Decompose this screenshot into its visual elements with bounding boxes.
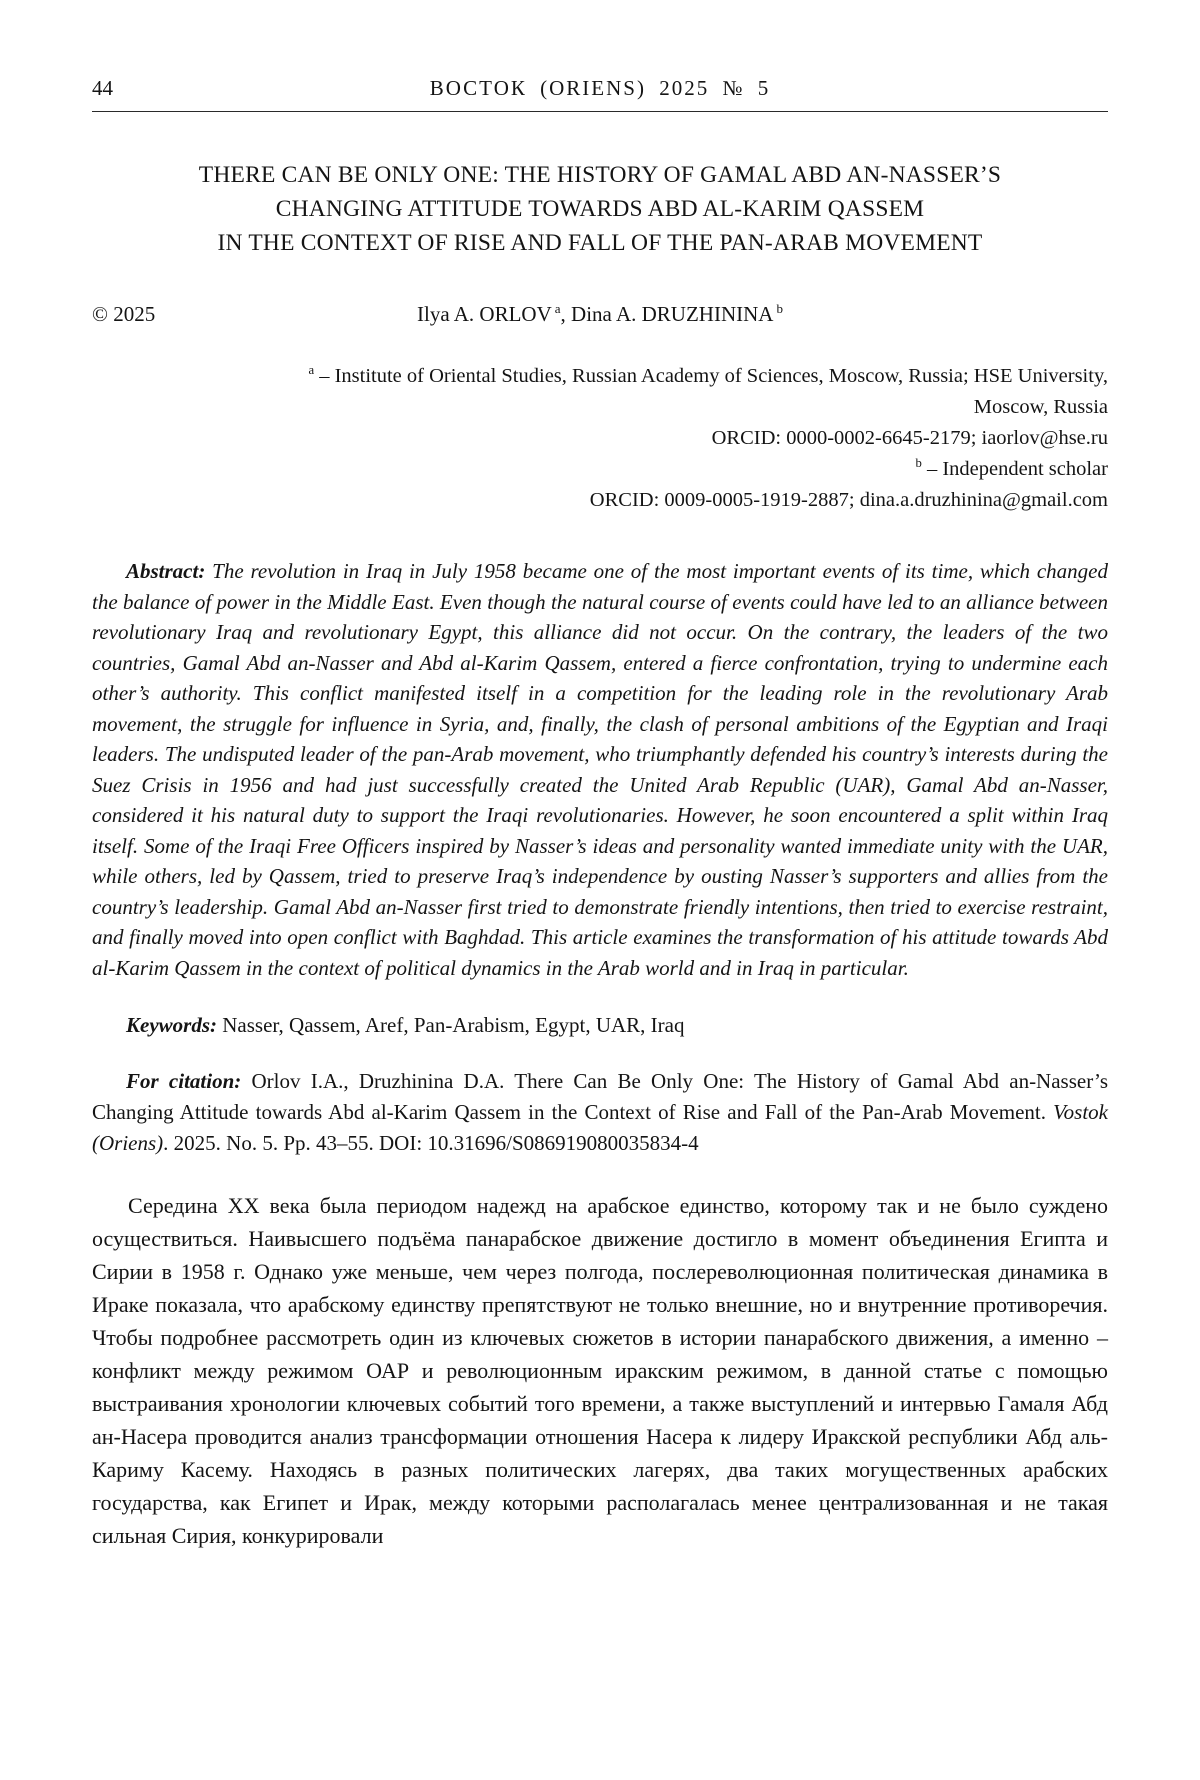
affiliation-mark: a — [308, 363, 315, 378]
copyright-year: © 2025 — [92, 302, 156, 326]
article-title-line: THERE CAN BE ONLY ONE: THE HISTORY OF GAMAL ABD AN-NASSER’S — [198, 162, 1002, 188]
citation-journal-name: Vostok (Oriens) — [92, 1100, 1108, 1155]
keywords-text: Nasser, Qassem, Aref, Pan-Arabism, Egypt, UAR, Iraq — [217, 1013, 685, 1037]
affiliation-text: – Independent scholar — [921, 458, 1108, 480]
author-name: Ilya A. ORLOV — [417, 302, 552, 326]
affiliation-line — [92, 485, 1108, 516]
citation-paragraph — [92, 1066, 1108, 1159]
affiliation-line — [92, 423, 1108, 454]
abstract-paragraph — [92, 556, 1108, 983]
affiliation-text: ORCID: 0000-0002-6645-2179; iaorlov@hse.ru — [711, 427, 1108, 449]
citation-text-after: . 2025. No. 5. Pp. 43–55. DOI: 10.31696/S086919080035834-4 — [163, 1131, 699, 1155]
body-paragraph-russian: Середина XX века была периодом надежд на арабское единство, которому так и не было суждено осуществиться. Наивысшего подъёма панарабское движение достигло в момент объединения Египта и Сирии в 1958 г. Однако уже меньше, чем через полгода, послереволюционная политическая динамика в Ираке показала, что арабскому единству препятствуют не только внешние, но и внутренние противоречия. Чтобы подробнее рассмотреть один из ключевых сюжетов в истории панарабского движения, а именно – конфликт между режимом ОАР и революционным иракским режимом, в данной статье с помощью выстраивания хронологии ключевых событий того времени, а также выступлений и интервью Гамаля Абд ан-Насера проводится анализ трансформации отношения Насера к лидеру Иракской республики Абд аль-Кариму Касему. Находясь в разных политических лагерях, два таких могущественных арабских государства, как Египет и Ирак, между которыми располагалась менее централизованная и не такая сильная Сирия, конкурировали — [92, 1193, 1108, 1548]
article-title-line: IN THE CONTEXT OF RISE AND FALL OF THE PAN-ARAB MOVEMENT — [217, 230, 983, 256]
byline — [92, 302, 1108, 327]
page-number: 44 — [92, 76, 113, 100]
page-header — [92, 76, 1108, 112]
citation-label: For citation: — [126, 1069, 242, 1093]
authors-line — [417, 302, 783, 326]
affiliations-block — [92, 361, 1108, 516]
affiliation-line — [92, 454, 1108, 485]
affiliation-mark: b — [915, 456, 922, 471]
journal-title: ВОСТОК (ORIENS) 2025 № 5 — [429, 76, 771, 100]
author-separator: , — [560, 302, 572, 326]
abstract-label: Abstract: — [126, 559, 206, 583]
affiliation-text: ORCID: 0009-0005-1919-2887; dina.a.druzhinina@gmail.com — [589, 489, 1108, 511]
keywords-label: Keywords: — [126, 1013, 217, 1037]
article-title-line: CHANGING ATTITUDE TOWARDS ABD AL-KARIM QASSEM — [275, 196, 925, 222]
author-affiliation-mark: a — [554, 301, 561, 316]
affiliation-text: Moscow, Russia — [973, 396, 1108, 418]
citation-text-before: Orlov I.A., Druzhinina D.A. There Can Be Only One: The History of Gamal Abd an-Nasser’s Changing Attitude towards Abd al-Karim Qassem in the Context of Rise and Fall of the Pan-Arab Movement. — [92, 1069, 1108, 1124]
author-name: Dina A. DRUZHININA — [571, 302, 774, 326]
article-title — [92, 158, 1108, 260]
keywords-line — [92, 1013, 1108, 1038]
abstract-text: The revolution in Iraq in July 1958 became one of the most important events of its time, which changed the balance of power in the Middle East. Even though the natural course of events could have led to an alliance between revolutionary Iraq and revolutionary Egypt, this alliance did not occur. On the contrary, the leaders of the two countries, Gamal Abd an-Nasser and Abd al-Karim Qassem, entered a fierce confrontation, trying to undermine each other’s authority. This conflict manifested itself in a competition for the leading role in the revolutionary Arab movement, the struggle for influence in Syria, and, finally, the clash of personal ambitions of the Egyptian and Iraqi leaders. The undisputed leader of the pan-Arab movement, who triumphantly defended his country’s interests during the Suez Crisis in 1956 and had just successfully created the United Arab Republic (UAR), Gamal Abd an-Nasser, considered it his natural duty to support the Iraqi revolutionaries. However, he soon encountered a split within Iraq itself. Some of the Iraqi Free Officers inspired by Nasser’s ideas and personality wanted immediate unity with the UAR, while others, led by Qassem, tried to preserve Iraq’s independence by ousting Nasser’s supporters and allies from the country’s leadership. Gamal Abd an-Nasser first tried to demonstrate friendly intentions, then tried to exercise restraint, and finally moved into open conflict with Baghdad. This article examines the transformation of his attitude towards Abd al-Karim Qassem in the context of political dynamics in the Arab world and in Iraq in particular. — [92, 559, 1108, 980]
affiliation-line — [92, 361, 1108, 392]
affiliation-line — [92, 392, 1108, 423]
affiliation-text: – Institute of Oriental Studies, Russian Academy of Sciences, Moscow, Russia; HSE University, — [314, 365, 1108, 387]
author-affiliation-mark: b — [776, 301, 783, 316]
